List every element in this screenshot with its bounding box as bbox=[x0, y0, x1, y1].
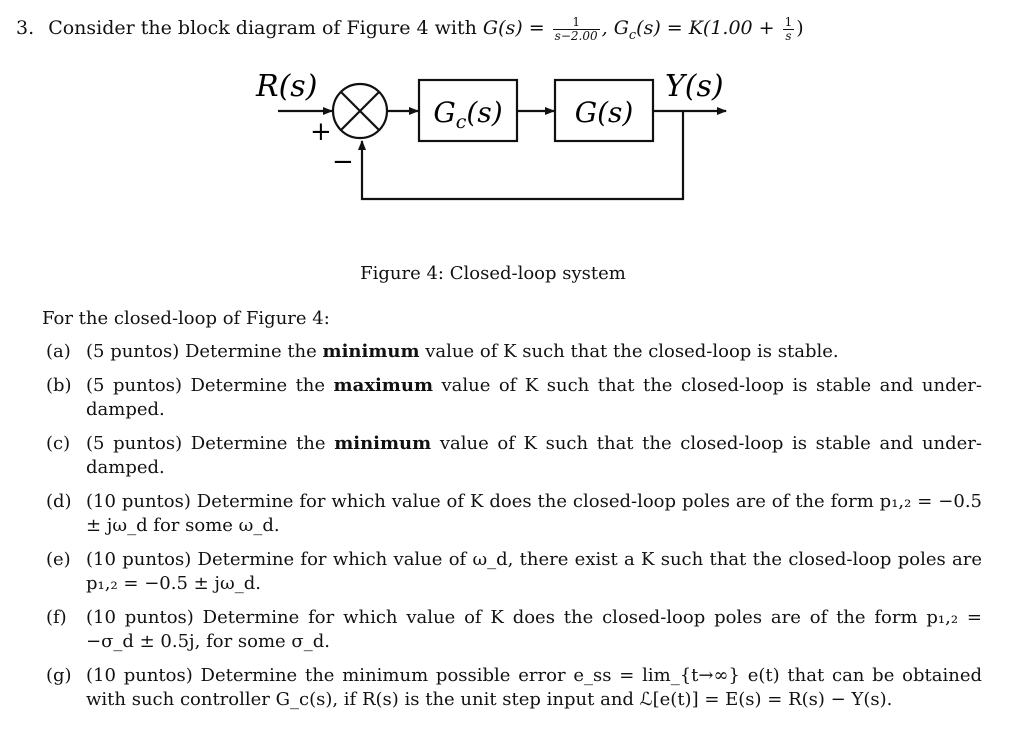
controller-tf-name: , G bbox=[601, 17, 629, 39]
input-label: R(s) bbox=[256, 69, 318, 104]
output-label: Y(s) bbox=[665, 69, 724, 104]
question-item-d: (d) (10 puntos) Determine for which value of K does the closed-loop poles are of the form p₁,₂ = −0.5 ± jω_d for some ω_d. bbox=[46, 490, 982, 539]
question-item-g: (g) (10 puntos) Determine the minimum possible error e_ss = lim_{t→∞} e(t) that can be obtained with such controller G_c(s), if R(s) is the unit step input and ℒ[e(t)] = E(s) = R(s) − Y(s). bbox=[46, 664, 982, 713]
plant-tf-denominator: s−2.00 bbox=[554, 28, 598, 43]
question-label: (a) bbox=[46, 341, 71, 362]
question-item-f: (f) (10 puntos) Determine for which value of K does the closed-loop poles are of the form p₁,₂ = −σ_d ± 0.5j, for some σ_d. bbox=[46, 606, 982, 655]
controller-tf-subscript: c bbox=[628, 27, 637, 43]
feedback-path bbox=[362, 111, 683, 199]
plant-tf-numerator: 1 bbox=[553, 16, 600, 30]
question-label: (g) bbox=[46, 664, 72, 686]
plus-sign: + bbox=[310, 117, 332, 147]
plant-block bbox=[555, 80, 653, 141]
question-intro: For the closed-loop of Figure 4: bbox=[42, 308, 330, 329]
controller-tf-close: ) bbox=[796, 17, 804, 39]
controller-block bbox=[419, 80, 517, 141]
summing-junction bbox=[333, 84, 387, 138]
controller-tf-denominator: s bbox=[785, 28, 792, 43]
controller-block-label: $G_c(s)$ bbox=[433, 96, 503, 133]
controller-tf-numerator: 1 bbox=[784, 14, 793, 29]
plant-tf-lhs: G(s) = bbox=[482, 17, 545, 39]
figure-caption: Figure 4: Closed-loop system bbox=[360, 263, 626, 284]
minus-sign: − bbox=[332, 147, 354, 177]
question-label: (e) bbox=[46, 548, 71, 570]
controller-tf-rhs: (s) = K(1.00 + bbox=[636, 17, 775, 39]
question-item-a: (a) (5 puntos) Determine the minimum value of K such that the closed-loop is stable. bbox=[46, 340, 982, 365]
plant-tf-fraction bbox=[553, 16, 600, 43]
controller-tf-fraction bbox=[783, 16, 795, 43]
question-label: (b) bbox=[46, 374, 72, 396]
question-item-b: (b) (5 puntos) Determine the maximum value of K such that the closed-loop is stable and under-damped. bbox=[46, 374, 982, 423]
question-label: (c) bbox=[46, 432, 71, 454]
plant-block-label: G(s) bbox=[574, 96, 634, 129]
problem-number: 3. bbox=[16, 17, 35, 39]
problem-header bbox=[16, 14, 1016, 50]
question-item-e: (e) (10 puntos) Determine for which value of ω_d, there exist a K such that the closed-loop poles are p₁,₂ = −0.5 ± jω_d. bbox=[46, 548, 982, 597]
question-label: (f) bbox=[46, 606, 67, 628]
question-list bbox=[46, 340, 982, 722]
question-item-c: (c) (5 puntos) Determine the minimum value of K such that the closed-loop is stable and under-damped. bbox=[46, 432, 982, 481]
question-label: (d) bbox=[46, 490, 72, 512]
problem-intro-text: Consider the block diagram of Figure 4 with bbox=[48, 17, 477, 39]
